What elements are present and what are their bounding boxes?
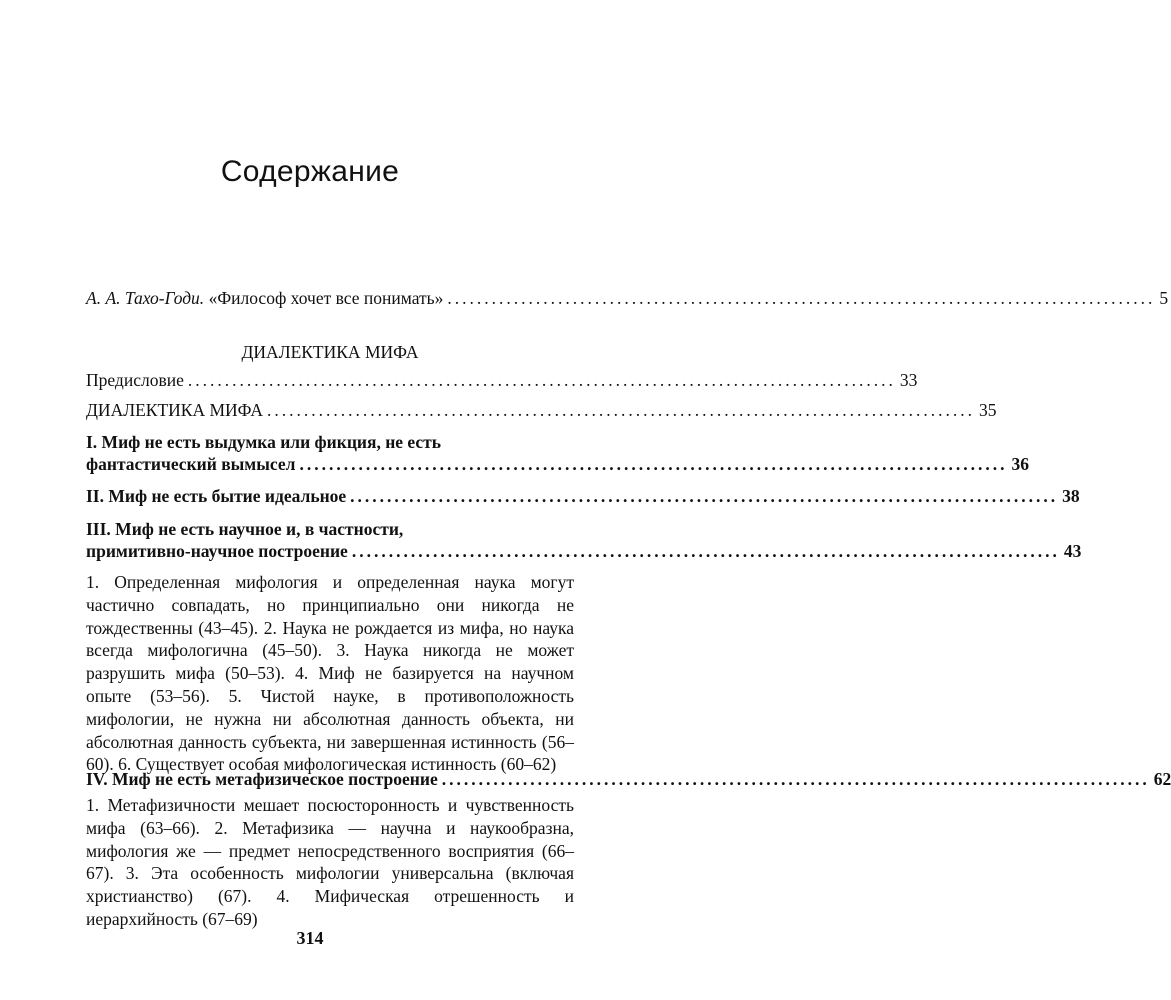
chapter-2-title: II. Миф не есть бытие идеальное — [86, 486, 347, 506]
toc-entry-intro — [86, 287, 1169, 309]
main-page-number: 35 — [979, 400, 997, 420]
toc-entry-main — [86, 399, 997, 421]
intro-title: «Философ хочет все понимать» — [204, 288, 444, 308]
dot-leader: ................................................................................................ — [350, 486, 1059, 506]
chapter-1-title-line-1: I. Миф не есть выдумка или фикция, не есть — [86, 432, 442, 452]
chapter-1-title-line-2: фантастический вымысел — [86, 454, 296, 474]
preface-page-number: 33 — [899, 370, 918, 390]
chapter-4-title: IV. Миф не есть метафизическое построение — [86, 769, 438, 789]
chapter-3-title-line-1: III. Миф не есть научное и, в частности, — [86, 519, 404, 539]
dot-leader: ................................................................................................ — [267, 400, 976, 420]
toc-entry-chapter-4 — [86, 768, 1171, 790]
toc-entry-chapter-2 — [86, 485, 1080, 507]
toc-entry-chapter-1 — [86, 431, 1029, 475]
intro-author: А. А. Тахо-Годи. — [86, 288, 205, 308]
chapter-3-page-number: 43 — [1063, 541, 1082, 561]
main-title: ДИАЛЕКТИКА МИФА — [86, 400, 264, 420]
dot-leader: ................................................................................................ — [441, 769, 1150, 789]
chapter-1-page-number: 36 — [1011, 454, 1029, 474]
dot-leader: ................................................................................................ — [187, 370, 896, 390]
toc-entry-preface — [86, 369, 918, 391]
dot-leader: ................................................................................................ — [299, 454, 1008, 474]
toc-entry-chapter-3 — [86, 518, 1082, 562]
chapter-2-page-number: 38 — [1062, 486, 1080, 506]
section-heading: ДИАЛЕКТИКА МИФА — [241, 342, 419, 362]
preface-title: Предисловие — [86, 370, 184, 390]
chapter-3-summary: 1. Определенная мифология и определенная наука могут частично совпадать, но принципиально они никогда не тождественны (43–45). 2. Наука не рождается из мифа, но наука всегда мифологична (45–50). 3. Наука никогда не может разрушить мифа (50–53). 4. Миф не базируется на научном опыте (53–56). 5. Чистой науке, в противоположность мифологии, не нужна ни абсолютная данность объекта, ни абсолютная данность субъекта, ни завершенная истинность (56–60). 6. Существует особая мифологическая истинность (60–62) — [86, 572, 574, 775]
chapter-3-title-line-2: примитивно-научное построение — [86, 541, 348, 561]
dot-leader: ................................................................................................ — [351, 541, 1060, 561]
dot-leader: ................................................................................................ — [447, 288, 1156, 308]
page-title: Содержание — [220, 155, 400, 189]
chapter-4-summary: 1. Метафизичности мешает посюсторонность и чувственность мифа (63–66). 2. Метафизика — научна и наукообразна, мифология же — предмет непосредственного восприятия (66–67). 3. Эта особенность мифологии универсальна (включая христианство) (67). 4. Мифическая отрешенность и иерархийность (67–69) — [86, 795, 574, 929]
intro-page-number: 5 — [1159, 288, 1169, 308]
chapter-4-page-number: 62 — [1153, 769, 1171, 789]
page-number: 314 — [296, 928, 324, 948]
